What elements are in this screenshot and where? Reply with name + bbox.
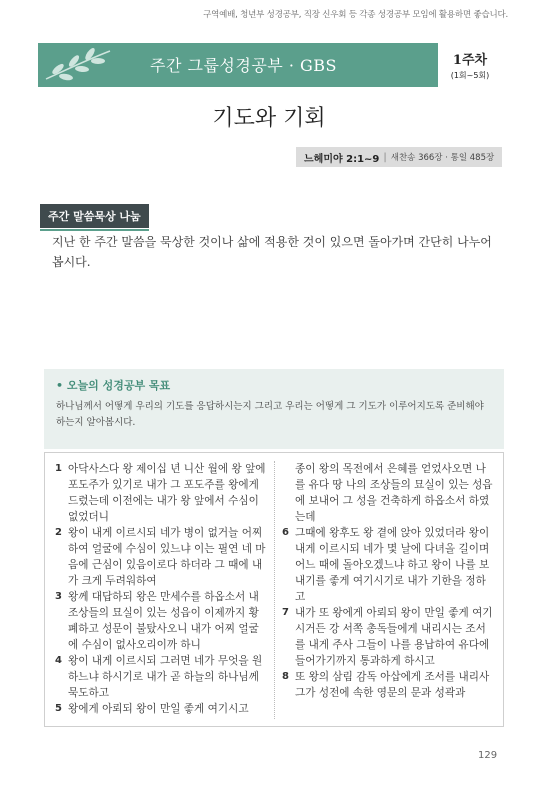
verse: 6 그때에 왕후도 왕 곁에 앉아 있었더라 왕이 내게 이르시되 네가 몇 날에 다녀올 길이며 어느 때에 돌아오겠느냐 하고 왕이 나를 보내기를 좋게 여기시기로 내가 기한을 정하고	[282, 527, 490, 603]
verse-continuation: 종이 왕의 목전에서 은혜를 얻었사오면 나를 유다 땅 나의 조상들의 묘실이 있는 성읍에 보내어 그 성을 건축하게 하옵소서 하였는데	[295, 463, 493, 523]
verse: 2 왕이 내게 이르시되 네가 병이 없거늘 어찌하여 얼굴에 수심이 있느냐 이는 필연 네 마음에 근심이 있음이로다 하더라 그 때에 내가 크게 두려워하여	[55, 527, 266, 587]
passage-reference: 느헤미야 2:1~9	[304, 153, 380, 165]
verse: 8 또 왕의 삼림 감독 아삽에게 조서를 내리사 그가 성전에 속한 영문의 문과 성곽과	[282, 671, 490, 699]
verse: 5 왕에게 아뢰되 왕이 만일 좋게 여기시고	[55, 703, 249, 715]
scripture-box	[44, 452, 504, 727]
scripture-column-left	[55, 461, 269, 717]
lesson-title: 기도와 기회	[212, 106, 326, 131]
verse: 4 왕이 내게 이르시되 그러면 네가 무엇을 원하느냐 하시기로 내가 곧 하늘의 하나님께 묵도하고	[55, 655, 263, 699]
week-range: (1회~5회)	[450, 71, 490, 80]
verse: 1 아닥사스다 왕 제이십 년 니산 월에 왕 앞에 포도주가 있기로 내가 그 포도주를 왕에게 드렸는데 이전에는 내가 왕 앞에서 수심이 없었더니	[55, 463, 266, 523]
scripture-column-right	[282, 461, 496, 701]
verse: 7 내가 또 왕에게 아뢰되 왕이 만일 좋게 여기시거든 강 서쪽 총독들에게 내리시는 조서를 내게 주사 그들이 나를 용납하여 유다에 들어가기까지 통과하게 하시고	[282, 607, 493, 667]
goal-heading: • 오늘의 성경공부 목표	[56, 379, 171, 392]
verse: 3 왕께 대답하되 왕은 만세수를 하옵소서 내 조상들의 묘실이 있는 성읍이 이제까지 황폐하고 성문이 불탔사오니 내가 어찌 얼굴에 수심이 없사오리이까 하니	[55, 591, 259, 651]
week-number: 1주차	[452, 53, 488, 68]
passage-bar	[296, 147, 502, 167]
goal-box	[44, 369, 504, 449]
column-divider	[274, 461, 275, 719]
hymn-numbers: 새찬송 366장 · 통일 485장	[390, 153, 495, 163]
series-banner	[38, 43, 438, 87]
top-note: 구역예배, 청년부 성경공부, 직장 신우회 등 각종 성경공부 모임에 활용하면 좋습니다.	[203, 10, 508, 20]
goal-text: 하나님께서 어떻게 우리의 기도를 응답하시는지 그리고 우리는 어떻게 그 기도가 이루어지도록 준비해야 하는지 알아봅시다.	[56, 401, 484, 428]
share-section-label: 주간 말씀묵상 나눔	[40, 204, 149, 228]
page-number: 129	[478, 750, 498, 761]
week-badge	[438, 43, 502, 87]
olive-branch-icon	[44, 47, 114, 83]
share-text: 지난 한 주간 말씀을 묵상한 것이나 삶에 적용한 것이 있으면 돌아가며 간단히 나누어 봅시다.	[52, 235, 492, 269]
passage-separator: |	[383, 151, 387, 163]
banner-title: 주간 그룹성경공부 · GBS	[150, 56, 337, 75]
